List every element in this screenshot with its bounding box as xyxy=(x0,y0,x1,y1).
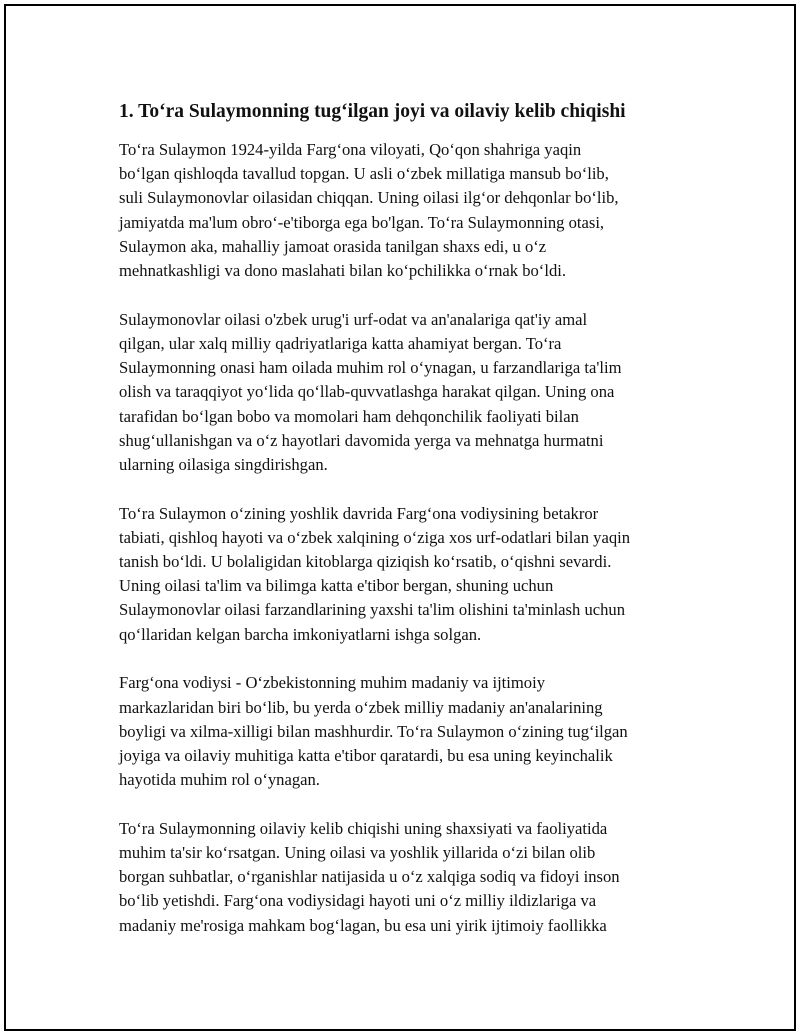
text-line: Farg‘ona vodiysi - O‘zbekistonning muhim madaniy va ijtimoiy xyxy=(119,673,546,693)
text-line: hayotida muhim rol o‘ynagan. xyxy=(119,770,320,790)
text-line: joyiga va oilaviy muhitiga katta e'tibor qaratardi, bu esa uning keyinchalik xyxy=(119,745,613,765)
text-line: boyligi va xilma-xilligi bilan mashhurdir. To‘ra Sulaymon o‘zining tug‘ilgan xyxy=(119,721,628,741)
text-line: tanish bo‘ldi. U bolaligidan kitoblarga qiziqish ko‘rsatib, o‘qishni sevardi. xyxy=(119,552,612,572)
section-heading: 1. To‘ra Sulaymonning tug‘ilgan joyi va oilaviy kelib chiqishi xyxy=(119,101,626,122)
text-line: olish va taraqqiyot yo‘lida qo‘llab-quvvatlashga harakat qilgan. Uning ona xyxy=(119,382,615,402)
text-line: mehnatkashligi va dono maslahati bilan ko‘pchilikka o‘rnak bo‘ldi. xyxy=(119,261,567,281)
text-line: markazlaridan biri bo‘lib, bu yerda o‘zbek milliy madaniy an'analarining xyxy=(119,697,603,717)
text-line: qo‘llaridan kelgan barcha imkoniyatlarni ishga solgan. xyxy=(119,624,482,644)
text-line: Sulaymonning onasi ham oilada muhim rol o‘ynagan, u farzandlariga ta'lim xyxy=(119,358,622,378)
text-line: ularning oilasiga singdirishgan. xyxy=(119,454,328,474)
text-line: To‘ra Sulaymonning oilaviy kelib chiqishi uning shaxsiyati va faoliyatida xyxy=(119,818,608,838)
text-line: bo‘lib yetishdi. Farg‘ona vodiysidagi hayoti uni o‘z milliy ildizlariga va xyxy=(119,891,597,911)
text-line: tarafidan bo‘lgan bobo va momolari ham dehqonchilik faoliyati bilan xyxy=(119,406,579,426)
paragraph-1 xyxy=(119,138,699,283)
text-line: suli Sulaymonovlar oilasidan chiqqan. Uning oilasi ilg‘or dehqonlar bo‘lib, xyxy=(119,188,619,208)
text-line: jamiyatda ma'lum obro‘-e'tiborga ega bo'lgan. To‘ra Sulaymonning otasi, xyxy=(119,212,605,232)
page-frame xyxy=(4,4,796,1031)
paragraph-4 xyxy=(119,671,699,792)
text-line: Sulaymonovlar oilasi farzandlarining yaxshi ta'lim olishini ta'minlash uchun xyxy=(119,600,626,620)
paragraph-2 xyxy=(119,308,699,477)
text-line: madaniy me'rosiga mahkam bog‘lagan, bu esa uni yirik ijtimoiy faollikka xyxy=(119,915,607,935)
document-body xyxy=(119,99,699,962)
text-line: tabiati, qishloq hayoti va o‘zbek xalqining o‘ziga xos urf-odatlari bilan yaqin xyxy=(119,527,631,547)
text-line: muhim ta'sir ko‘rsatgan. Uning oilasi va yoshlik yillarida o‘zi bilan olib xyxy=(119,843,596,863)
paragraph-3 xyxy=(119,502,699,647)
text-line: To‘ra Sulaymon 1924-yilda Farg‘ona viloyati, Qo‘qon shahriga yaqin xyxy=(119,140,582,159)
text-line: shug‘ullanishgan va o‘z hayotlari davomida yerga va mehnatga hurmatni xyxy=(119,430,604,450)
text-line: Sulaymonovlar oilasi o'zbek urug'i urf-odat va an'analariga qat'iy amal xyxy=(119,309,588,329)
paragraph-5 xyxy=(119,817,699,938)
text-line: bo‘lgan qishloqda tavallud topgan. U asli o‘zbek millatiga mansub bo‘lib, xyxy=(119,164,609,184)
text-line: Uning oilasi ta'lim va bilimga katta e'tibor bergan, shuning uchun xyxy=(119,576,554,596)
text-line: To‘ra Sulaymon o‘zining yoshlik davrida Farg‘ona vodiysining betakror xyxy=(119,503,599,523)
text-line: borgan suhbatlar, o‘rganishlar natijasida u o‘z xalqiga sodiq va fidoyi inson xyxy=(119,867,620,887)
text-line: qilgan, ular xalq milliy qadriyatlariga katta ahamiyat bergan. To‘ra xyxy=(119,333,562,353)
text-line: Sulaymon aka, mahalliy jamoat orasida tanilgan shaxs edi, u o‘z xyxy=(119,236,547,256)
